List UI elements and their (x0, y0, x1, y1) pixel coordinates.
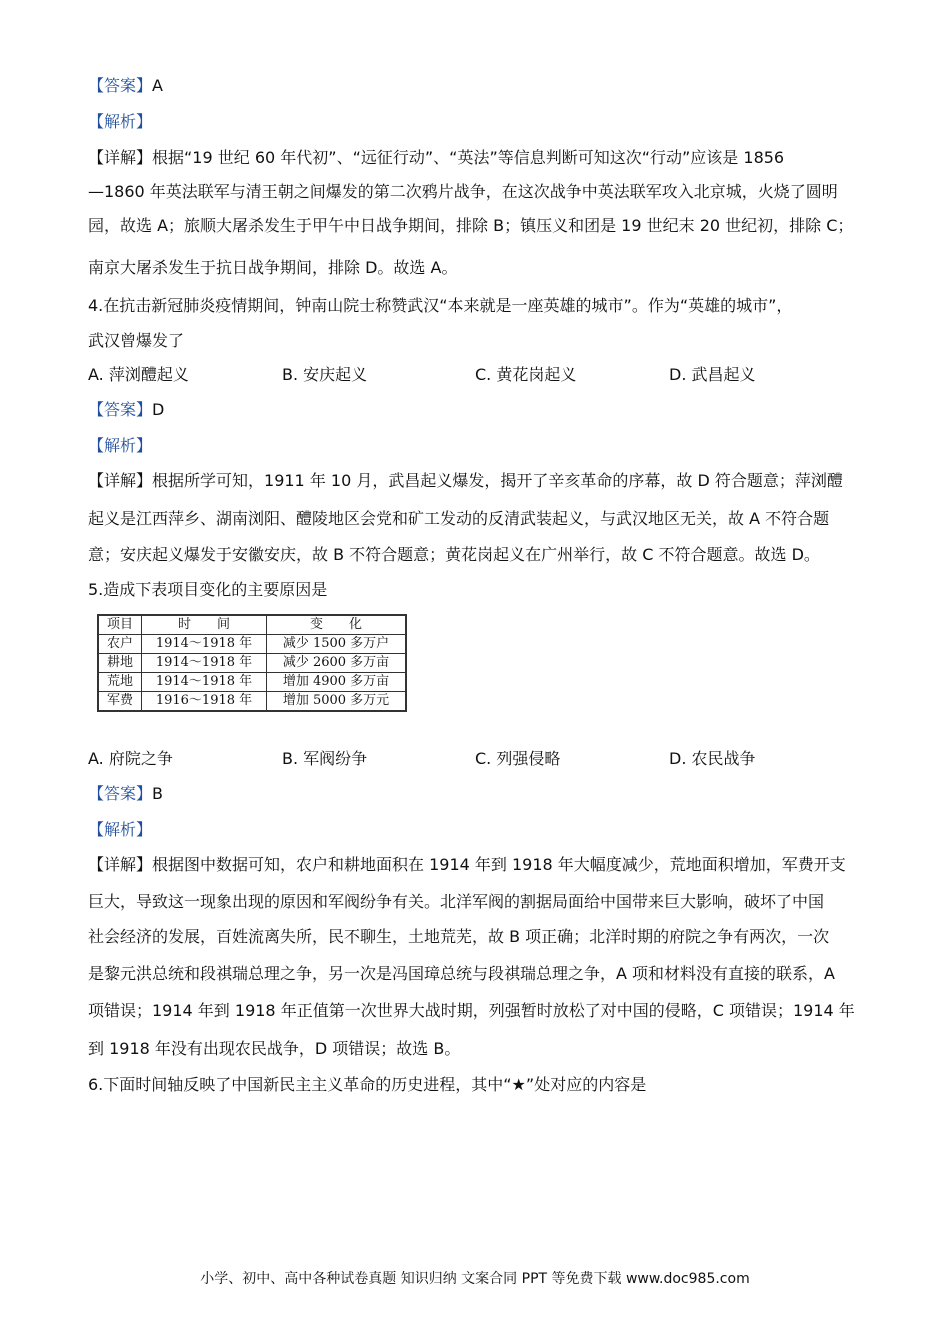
answer-tag: 【答案】 (88, 784, 153, 803)
table-header-row (98, 615, 406, 635)
q4-stem-line: 4.在抗击新冠肺炎疫情期间，钟南山院士称赞武汉“本来就是一座英雄的城市”。作为“英雄的城市”， (88, 296, 793, 315)
table-cell: 荒地 (98, 673, 142, 692)
q3-detail-line (88, 146, 878, 170)
table-row (98, 635, 406, 654)
q4-option-d: D. 武昌起义 (669, 365, 756, 384)
q5-detail-line: 巨大，导致这一现象出现的原因和军阀纷争有关。北洋军阀的割据局面给中国带来巨大影响，破坏了中国 (88, 892, 825, 911)
q6-stem: 6.下面时间轴反映了中国新民主主义革命的历史进程，其中“★”处对应的内容是 (88, 1075, 647, 1094)
q5-option-d: D. 农民战争 (669, 749, 756, 768)
analysis-tag: 【解析】 (88, 436, 153, 455)
detail-tag: 【详解】 (88, 855, 153, 874)
answer-tag: 【答案】 (88, 400, 153, 419)
q5-option-a: A. 府院之争 (88, 749, 173, 768)
q4-stem-line: 武汉曾爆发了 (88, 331, 185, 350)
table-cell: 1914～1918 年 (142, 654, 267, 673)
analysis-tag: 【解析】 (88, 820, 153, 839)
q5-analysis-tag (88, 818, 878, 842)
detail-tag: 【详解】 (88, 471, 153, 490)
q4-option-b: B. 安庆起义 (282, 365, 368, 384)
q5-detail-line: 是黎元洪总统和段祺瑞总理之争，另一次是冯国璋总统与段祺瑞总理之争，A 项和材料没有直接的联系，A (88, 964, 835, 983)
page-footer: 小学、初中、高中各种试卷真题 知识归纳 文案合同 PPT 等免费下载 www.doc985.com (200, 1271, 750, 1287)
table-header-cell: 时 间 (142, 615, 267, 635)
q5-detail-line: 社会经济的发展，百姓流离失所，民不聊生，土地荒芜，故 B 项正确；北洋时期的府院之争有两次，一次 (88, 927, 830, 946)
table-cell: 增加 5000 多万元 (267, 692, 407, 712)
table-cell: 减少 1500 多万户 (267, 635, 407, 654)
detail-text: 根据图中数据可知，农户和耕地面积在 1914 年到 1918 年大幅度减少，荒地面积增加，军费开支 (152, 855, 846, 874)
answer-tag: 【答案】 (88, 76, 153, 95)
q4-detail-line: 起义是江西萍乡、湖南浏阳、醴陵地区会党和矿工发动的反清武装起义，与武汉地区无关，故 A 不符合题 (88, 509, 830, 528)
q5-answer-line (88, 782, 878, 806)
q4-detail-line (88, 469, 878, 493)
table-cell: 1916～1918 年 (142, 692, 267, 712)
table-row (98, 654, 406, 673)
answer-value: A (152, 76, 163, 95)
answer-value: D (152, 400, 165, 419)
table-cell: 农户 (98, 635, 142, 654)
q5-detail-line (88, 853, 878, 877)
q4-analysis-tag (88, 434, 878, 458)
q3-detail-line: 园，故选 A；旅顺大屠杀发生于甲午中日战争期间，排除 B；镇压义和团是 19 世纪末 20 世纪初，排除 C； (88, 216, 854, 235)
table-row (98, 673, 406, 692)
q3-detail-line: 南京大屠杀发生于抗日战争期间，排除 D。故选 A。 (88, 258, 458, 277)
q4-detail-line: 意；安庆起义爆发于安徽安庆，故 B 不符合题意；黄花岗起义在广州举行，故 C 不符合题意。故选 D。 (88, 545, 820, 564)
q5-data-table (97, 614, 407, 712)
table-row (98, 692, 406, 712)
table-cell: 耕地 (98, 654, 142, 673)
answer-value: B (152, 784, 163, 803)
q4-option-a: A. 萍浏醴起义 (88, 365, 189, 384)
q5-option-b: B. 军阀纷争 (282, 749, 368, 768)
q5-stem: 5.造成下表项目变化的主要原因是 (88, 580, 328, 599)
detail-tag: 【详解】 (88, 148, 153, 167)
table-cell: 增加 4900 多万亩 (267, 673, 407, 692)
table-header-cell: 变 化 (267, 615, 407, 635)
q3-detail-line: —1860 年英法联军与清王朝之间爆发的第二次鸦片战争，在这次战争中英法联军攻入北京城，火烧了圆明 (88, 182, 838, 201)
q5-options (88, 747, 868, 771)
detail-text: 根据所学可知，1911 年 10 月，武昌起义爆发，揭开了辛亥革命的序幕，故 D 符合题意；萍浏醴 (152, 471, 843, 490)
table-cell: 减少 2600 多万亩 (267, 654, 407, 673)
analysis-tag: 【解析】 (88, 112, 153, 131)
table-cell: 军费 (98, 692, 142, 712)
table-cell: 1914～1918 年 (142, 635, 267, 654)
q4-options (88, 363, 868, 387)
q4-option-c: C. 黄花岗起义 (475, 365, 577, 384)
q5-detail-line: 项错误；1914 年到 1918 年正值第一次世界大战时期，列强暂时放松了对中国的侵略，C 项错误；1914 年 (88, 1001, 855, 1020)
detail-text: 根据“19 世纪 60 年代初”、“远征行动”、“英法”等信息判断可知这次“行动”应该是 1856 (152, 148, 785, 167)
q4-answer-line (88, 398, 878, 422)
q3-answer-line (88, 74, 878, 98)
q5-detail-line: 到 1918 年没有出现农民战争，D 项错误；故选 B。 (88, 1039, 461, 1058)
q3-analysis-tag (88, 110, 878, 134)
q5-option-c: C. 列强侵略 (475, 749, 561, 768)
table-header-cell: 项目 (98, 615, 142, 635)
table-cell: 1914～1918 年 (142, 673, 267, 692)
